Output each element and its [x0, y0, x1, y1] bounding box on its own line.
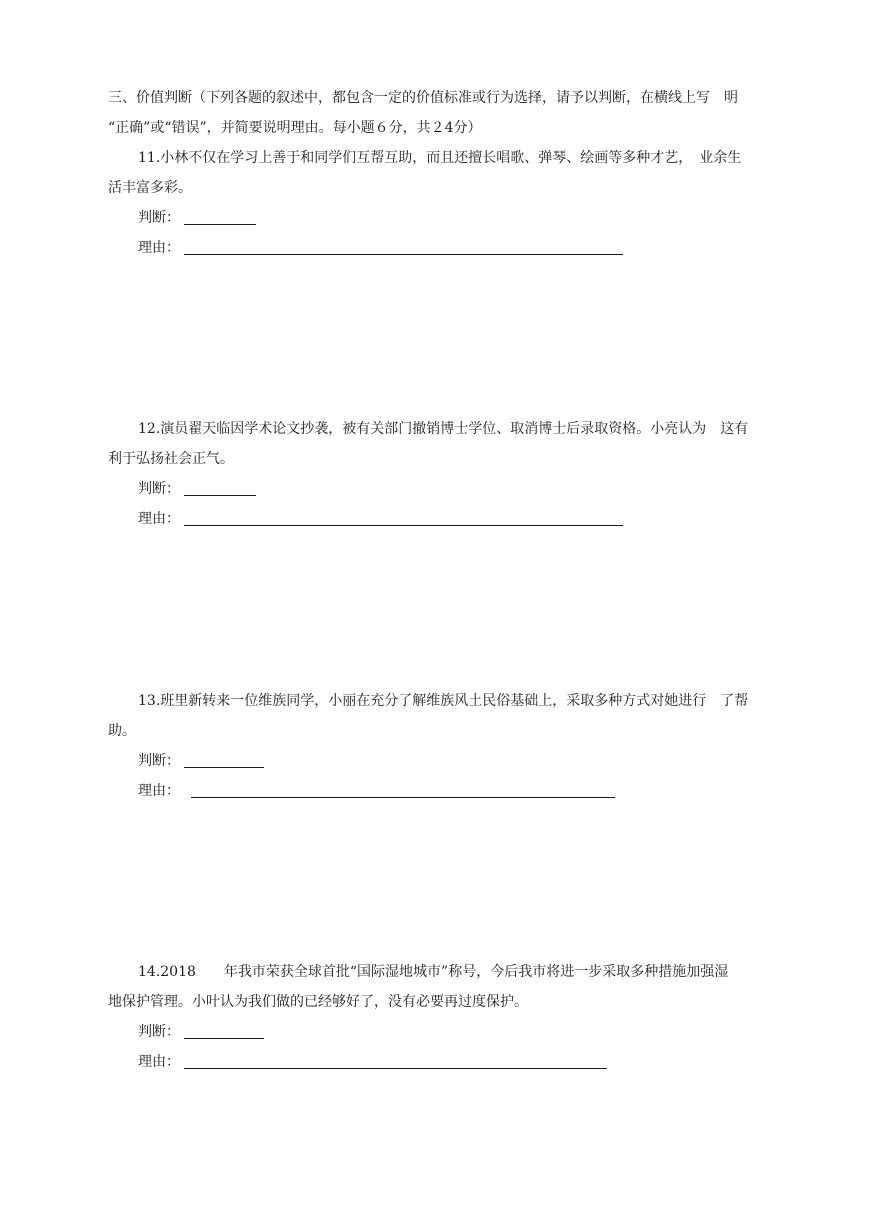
reason-answer-line [184, 254, 623, 255]
question-text-line2: 活丰富多彩。 [108, 180, 192, 196]
reason-field[interactable] [138, 238, 624, 258]
reason-field[interactable] [138, 781, 616, 801]
judgment-label: 判断： [138, 753, 180, 769]
reason-answer-line [191, 797, 615, 798]
question-text-line1: 12.演员翟天临因学术论文抄袭，被有关部门撤销博士学位、取消博士后录取资格。小亮认为 这有 [138, 421, 749, 437]
reason-field[interactable] [138, 1052, 608, 1072]
judgment-label: 判断： [138, 210, 180, 226]
judgment-answer-line [184, 767, 264, 768]
reason-answer-line [184, 525, 623, 526]
reason-field[interactable] [138, 509, 624, 529]
judgment-answer-line [184, 224, 256, 225]
question-text-line2: 利于弘扬社会正气。 [108, 451, 234, 467]
question-text-line1: 14.2018 年我市荣获全球首批“国际湿地城市”称号，今后我市将进一步采取多种措施加强湿 [138, 964, 729, 980]
judgment-field[interactable] [138, 479, 258, 499]
reason-label: 理由： [138, 1054, 180, 1070]
judgment-field[interactable] [138, 1022, 266, 1042]
judgment-field[interactable] [138, 208, 258, 228]
section-heading-line1: 三、价值判断（下列各题的叙述中，都包含一定的价值标准或行为选择，请予以判断，在横线上写 明 [108, 90, 738, 106]
section-heading-line2: “正确”或“错误”，并简要说明理由。每小题６分，共２4分） [108, 120, 482, 136]
judgment-label: 判断： [138, 1024, 180, 1040]
question-text-line2: 地保护管理。小叶认为我们做的已经够好了，没有必要再过度保护。 [108, 994, 528, 1010]
judgment-answer-line [184, 1038, 264, 1039]
judgment-field[interactable] [138, 751, 266, 771]
judgment-answer-line [184, 495, 256, 496]
reason-label: 理由： [138, 783, 180, 799]
question-text-line1: 11.小林不仅在学习上善于和同学们互帮互助，而且还擅长唱歌、弹琴、绘画等多种才艺， 业余生 [138, 150, 742, 166]
judgment-label: 判断： [138, 481, 180, 497]
reason-label: 理由： [138, 240, 180, 256]
question-text-line1: 13.班里新转来一位维族同学，小丽在充分了解维族风土民俗基础上，采取多种方式对她进行 了帮 [138, 693, 749, 709]
reason-label: 理由： [138, 511, 180, 527]
question-text-line2: 助。 [108, 723, 136, 739]
reason-answer-line [184, 1068, 607, 1069]
